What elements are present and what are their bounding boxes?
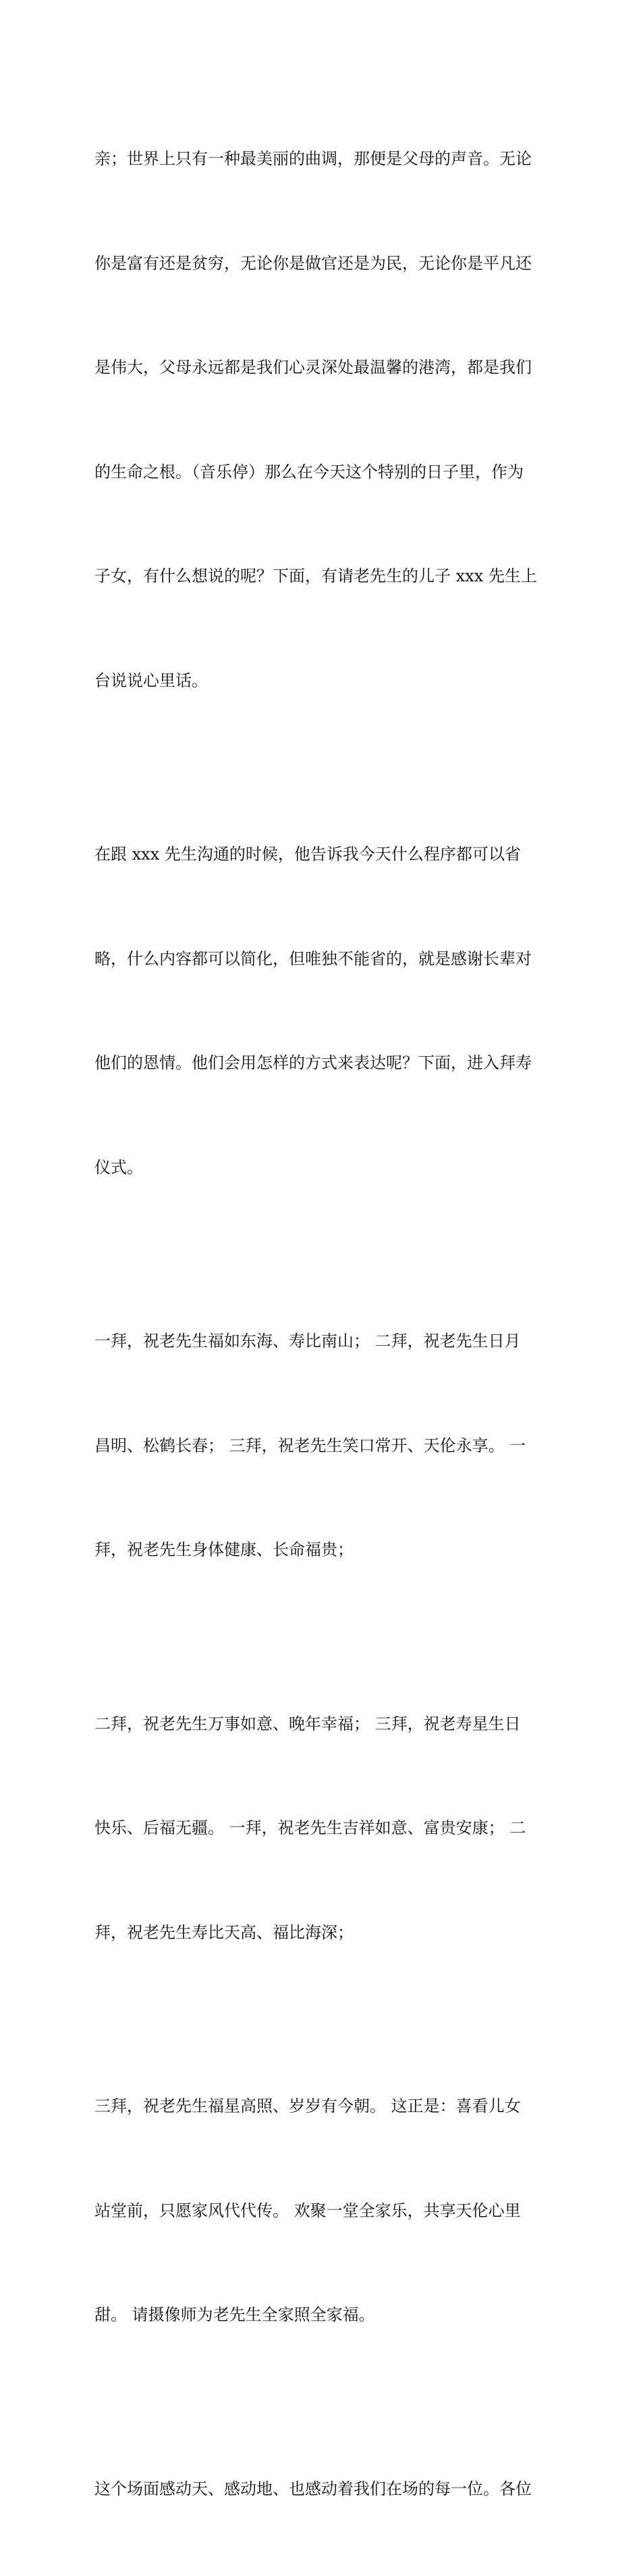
text-line: 三拜，祝老先生福星高照、岁岁有今朝。 这正是：喜看儿女: [94, 2089, 548, 2124]
text-line: 是伟大，父母永远都是我们心灵深处最温馨的港湾，都是我们: [94, 350, 548, 386]
text-line: 拜，祝老先生身体健康、长命福贵；: [94, 1533, 548, 1568]
text-line: 子女，有什么想说的呢？下面，有请老先生的儿子 xxx 先生上: [94, 559, 548, 594]
text-line: 台说说心里话。: [94, 664, 548, 699]
text-line: 你是富有还是贫穷，无论你是做官还是为民，无论你是平凡还: [94, 246, 548, 282]
document-body: [94, 72, 548, 2576]
text-line: 昌明、松鹤长春； 三拜，祝老先生笑口常开、天伦永享。 一: [94, 1429, 548, 1464]
text-line: 站堂前，只愿家风代代传。 欢聚一堂全家乐，共享天伦心里: [94, 2194, 548, 2229]
paragraph-2: [94, 768, 548, 1255]
text-line: 甜。 请摄像师为老先生全家照全家福。: [94, 2298, 548, 2333]
document-page: [0, 0, 641, 830]
paragraph-1: [94, 72, 548, 768]
text-line: 仪式。: [94, 1151, 548, 1186]
text-line: 略，什么内容都可以简化，但唯独不能省的，就是感谢长辈对: [94, 942, 548, 977]
text-line: 亲；世界上只有一种最美丽的曲调，那便是父母的声音。无论: [94, 142, 548, 177]
text-line: 拜，祝老先生寿比天高、福比海深；: [94, 1916, 548, 1951]
text-line: 这个场面感动天、感动地、也感动着我们在场的每一位。各位: [94, 2472, 548, 2507]
text-line: 在跟 xxx 先生沟通的时候，他告诉我今天什么程序都可以省: [94, 837, 548, 872]
text-line: 快乐、后福无疆。 一拜，祝老先生吉祥如意、富贵安康； 二: [94, 1811, 548, 1846]
paragraph-5: [94, 2020, 548, 2402]
text-line: 二拜，祝老先生万事如意、晚年幸福； 三拜，祝老寿星生日: [94, 1707, 548, 1742]
paragraph-4: [94, 1637, 548, 2020]
paragraph-3: [94, 1255, 548, 1637]
text-line: 一拜，祝老先生福如东海、寿比南山； 二拜，祝老先生日月: [94, 1324, 548, 1359]
paragraph-6: [94, 2402, 548, 2576]
text-line: 的生命之根。（音乐停）那么在今天这个特别的日子里，作为: [94, 455, 548, 490]
text-line: 他们的恩情。他们会用怎样的方式来表达呢？下面，进入拜寿: [94, 1046, 548, 1081]
